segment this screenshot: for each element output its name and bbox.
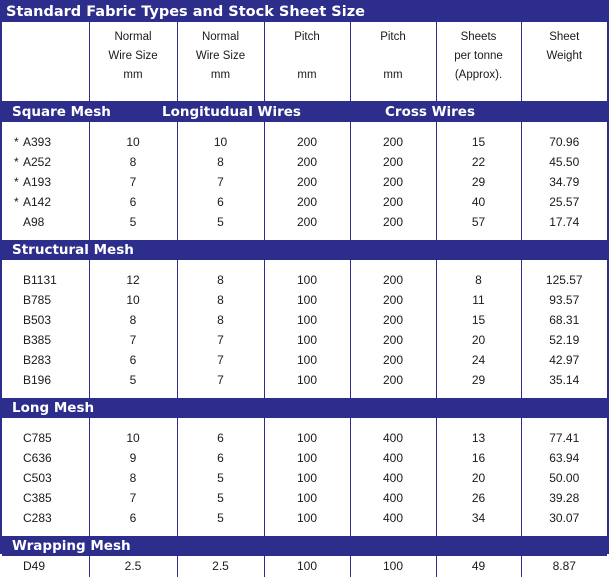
header-cell-wire-size-2: Normal Wire Size mm (177, 22, 264, 102)
mesh-code-cell (2, 468, 89, 488)
mesh-code: C283 (23, 511, 52, 525)
pitch-2-cell: 400 (350, 508, 436, 528)
spacer-cell (2, 528, 89, 536)
spacer-cell (89, 122, 177, 132)
mesh-code-cell (2, 508, 89, 528)
pitch-1-cell: 100 (264, 468, 350, 488)
sheets-per-tonne-cell: 20 (436, 330, 521, 350)
spacer-cell (350, 122, 436, 132)
spacer-cell (177, 528, 264, 536)
spacer-cell (177, 260, 264, 270)
pitch-2-cell: 200 (350, 350, 436, 370)
spacer-cell (264, 232, 350, 240)
pitch-1-cell: 100 (264, 350, 350, 370)
mesh-code-cell (2, 370, 89, 390)
sheet-weight-cell: 45.50 (521, 152, 607, 172)
table-row (2, 152, 607, 172)
normal-wire-size-2-cell: 6 (177, 428, 264, 448)
sheets-per-tonne-cell: 29 (436, 172, 521, 192)
table-row (2, 172, 607, 192)
table-row (2, 448, 607, 468)
sheets-per-tonne-cell: 26 (436, 488, 521, 508)
normal-wire-size-1-cell: 7 (89, 330, 177, 350)
sheets-per-tonne-cell: 49 (436, 556, 521, 577)
asterisk-marker: * (14, 195, 19, 209)
pitch-2-cell: 400 (350, 488, 436, 508)
pitch-1-cell: 100 (264, 310, 350, 330)
spacer-cell (436, 390, 521, 398)
normal-wire-size-2-cell: 6 (177, 192, 264, 212)
sheets-per-tonne-cell: 22 (436, 152, 521, 172)
header-cell-pitch-2: Pitch mm (350, 22, 436, 102)
normal-wire-size-1-cell: 12 (89, 270, 177, 290)
asterisk-marker: * (14, 175, 19, 189)
table-row (2, 192, 607, 212)
spacer-cell (521, 122, 607, 132)
spacer-cell (177, 418, 264, 428)
mesh-code: D49 (23, 559, 46, 573)
section-title (2, 102, 607, 123)
section-title-text: Wrapping Mesh (12, 538, 131, 554)
header-cell-pitch-1: Pitch mm (264, 22, 350, 102)
section-title-text: Long Mesh (12, 400, 95, 416)
sheets-per-tonne-cell: 11 (436, 290, 521, 310)
table-row (2, 370, 607, 390)
normal-wire-size-2-cell: 8 (177, 290, 264, 310)
spacer-row (2, 528, 607, 536)
sheet-weight-cell: 125.57 (521, 270, 607, 290)
mesh-code-cell (2, 132, 89, 152)
pitch-1-cell: 200 (264, 152, 350, 172)
spacer-cell (2, 122, 89, 132)
table-row (2, 310, 607, 330)
mesh-code-cell (2, 350, 89, 370)
sheets-per-tonne-cell: 24 (436, 350, 521, 370)
section-title (2, 536, 607, 556)
normal-wire-size-2-cell: 7 (177, 330, 264, 350)
pitch-2-cell: 200 (350, 212, 436, 232)
section-title (2, 240, 607, 260)
pitch-1-cell: 100 (264, 330, 350, 350)
pitch-2-cell: 100 (350, 556, 436, 577)
pitch-2-cell: 200 (350, 270, 436, 290)
section-title-text: Square Mesh (12, 104, 111, 120)
spacer-cell (264, 418, 350, 428)
table-row (2, 488, 607, 508)
asterisk-marker: * (14, 135, 19, 149)
sheet-weight-cell: 42.97 (521, 350, 607, 370)
mesh-code: A252 (23, 155, 52, 169)
spacer-cell (350, 260, 436, 270)
spacer-cell (521, 260, 607, 270)
section-subtitle-longitudinal: Longitudual Wires (162, 104, 301, 120)
pitch-1-cell: 200 (264, 172, 350, 192)
spacer-row (2, 260, 607, 270)
fabric-types-table (2, 22, 607, 577)
normal-wire-size-1-cell: 6 (89, 192, 177, 212)
mesh-code-cell (2, 556, 89, 577)
mesh-code: B1131 (23, 273, 57, 287)
spacer-cell (350, 232, 436, 240)
normal-wire-size-1-cell: 7 (89, 172, 177, 192)
normal-wire-size-1-cell: 2.5 (89, 556, 177, 577)
pitch-1-cell: 200 (264, 192, 350, 212)
mesh-code: C385 (23, 491, 52, 505)
spacer-cell (436, 122, 521, 132)
pitch-1-cell: 100 (264, 488, 350, 508)
section-subtitle-cross: Cross Wires (385, 104, 475, 120)
sheets-per-tonne-cell: 8 (436, 270, 521, 290)
spacer-cell (89, 390, 177, 398)
pitch-2-cell: 200 (350, 132, 436, 152)
mesh-code: B283 (23, 353, 52, 367)
mesh-code: B385 (23, 333, 52, 347)
asterisk-marker: * (14, 155, 19, 169)
normal-wire-size-2-cell: 7 (177, 370, 264, 390)
mesh-code: A393 (23, 135, 52, 149)
spacer-cell (177, 232, 264, 240)
sheet-weight-cell: 34.79 (521, 172, 607, 192)
mesh-code: C636 (23, 451, 52, 465)
pitch-2-cell: 200 (350, 172, 436, 192)
pitch-1-cell: 100 (264, 508, 350, 528)
pitch-1-cell: 100 (264, 428, 350, 448)
spacer-cell (177, 122, 264, 132)
pitch-2-cell: 200 (350, 330, 436, 350)
spacer-cell (436, 418, 521, 428)
table-row (2, 468, 607, 488)
sheets-per-tonne-cell: 57 (436, 212, 521, 232)
spacer-cell (2, 260, 89, 270)
spacer-cell (521, 232, 607, 240)
sheets-per-tonne-cell: 16 (436, 448, 521, 468)
mesh-code-cell (2, 290, 89, 310)
sheet-weight-cell: 50.00 (521, 468, 607, 488)
normal-wire-size-2-cell: 10 (177, 132, 264, 152)
spacer-cell (89, 260, 177, 270)
spacer-cell (89, 528, 177, 536)
pitch-2-cell: 400 (350, 468, 436, 488)
spacer-cell (177, 390, 264, 398)
spacer-cell (521, 390, 607, 398)
header-cell-code (2, 22, 89, 102)
table-row (2, 132, 607, 152)
spacer-cell (350, 418, 436, 428)
header-cell-wire-size-1: Normal Wire Size mm (89, 22, 177, 102)
pitch-2-cell: 400 (350, 448, 436, 468)
sheet-weight-cell: 52.19 (521, 330, 607, 350)
sheet-weight-cell: 39.28 (521, 488, 607, 508)
sheet-weight-cell: 77.41 (521, 428, 607, 448)
table-row (2, 330, 607, 350)
sheets-per-tonne-cell: 20 (436, 468, 521, 488)
spacer-cell (264, 390, 350, 398)
mesh-code-cell (2, 152, 89, 172)
normal-wire-size-1-cell: 10 (89, 132, 177, 152)
mesh-code-cell (2, 310, 89, 330)
table-row (2, 212, 607, 232)
mesh-code: A98 (23, 215, 45, 229)
sheet-weight-cell: 70.96 (521, 132, 607, 152)
spacer-cell (350, 390, 436, 398)
spacer-cell (436, 260, 521, 270)
pitch-2-cell: 200 (350, 290, 436, 310)
sheets-per-tonne-cell: 40 (436, 192, 521, 212)
mesh-code-cell (2, 270, 89, 290)
pitch-2-cell: 200 (350, 370, 436, 390)
normal-wire-size-2-cell: 8 (177, 270, 264, 290)
section-title-text: Structural Mesh (12, 242, 134, 258)
sheet-weight-cell: 8.87 (521, 556, 607, 577)
spacer-cell (264, 122, 350, 132)
sheet-weight-cell: 17.74 (521, 212, 607, 232)
section-header-structural (2, 240, 607, 260)
mesh-code: A142 (23, 195, 52, 209)
sheet-weight-cell: 35.14 (521, 370, 607, 390)
section-title (2, 398, 607, 418)
sheet-weight-cell: 63.94 (521, 448, 607, 468)
spacer-row (2, 390, 607, 398)
spacer-cell (2, 418, 89, 428)
spacer-cell (350, 528, 436, 536)
spacer-cell (264, 528, 350, 536)
pitch-1-cell: 200 (264, 212, 350, 232)
spacer-cell (89, 232, 177, 240)
mesh-code: B503 (23, 313, 52, 327)
header-cell-sheets-per-tonne: Sheets per tonne (Approx). (436, 22, 521, 102)
mesh-code-cell (2, 488, 89, 508)
spacer-cell (521, 528, 607, 536)
header-row (2, 22, 607, 102)
mesh-code-cell (2, 448, 89, 468)
spacer-cell (436, 528, 521, 536)
sheets-per-tonne-cell: 15 (436, 132, 521, 152)
normal-wire-size-1-cell: 5 (89, 212, 177, 232)
mesh-code: B196 (23, 373, 52, 387)
normal-wire-size-1-cell: 8 (89, 310, 177, 330)
pitch-2-cell: 400 (350, 428, 436, 448)
header-cell-sheet-weight: Sheet Weight (521, 22, 607, 102)
spacer-cell (521, 418, 607, 428)
normal-wire-size-2-cell: 8 (177, 152, 264, 172)
normal-wire-size-2-cell: 8 (177, 310, 264, 330)
normal-wire-size-2-cell: 7 (177, 350, 264, 370)
table-row (2, 556, 607, 577)
spacer-row (2, 418, 607, 428)
mesh-code: C503 (23, 471, 52, 485)
sheets-per-tonne-cell: 15 (436, 310, 521, 330)
pitch-1-cell: 100 (264, 370, 350, 390)
normal-wire-size-2-cell: 6 (177, 448, 264, 468)
table-row (2, 270, 607, 290)
table-row (2, 290, 607, 310)
mesh-code: A193 (23, 175, 52, 189)
section-header-square (2, 102, 607, 123)
normal-wire-size-1-cell: 9 (89, 448, 177, 468)
normal-wire-size-1-cell: 8 (89, 152, 177, 172)
mesh-code-cell (2, 330, 89, 350)
table-title: Standard Fabric Types and Stock Sheet Size (2, 2, 607, 22)
normal-wire-size-2-cell: 7 (177, 172, 264, 192)
normal-wire-size-1-cell: 10 (89, 290, 177, 310)
mesh-code: C785 (23, 431, 52, 445)
table-row (2, 428, 607, 448)
normal-wire-size-1-cell: 8 (89, 468, 177, 488)
table-row (2, 350, 607, 370)
spacer-cell (2, 232, 89, 240)
section-header-long (2, 398, 607, 418)
pitch-1-cell: 200 (264, 132, 350, 152)
pitch-1-cell: 100 (264, 290, 350, 310)
normal-wire-size-1-cell: 5 (89, 370, 177, 390)
sheets-per-tonne-cell: 29 (436, 370, 521, 390)
spacer-cell (264, 260, 350, 270)
normal-wire-size-2-cell: 5 (177, 212, 264, 232)
normal-wire-size-2-cell: 5 (177, 508, 264, 528)
sheet-weight-cell: 93.57 (521, 290, 607, 310)
section-header-wrapping (2, 536, 607, 556)
normal-wire-size-1-cell: 6 (89, 350, 177, 370)
pitch-1-cell: 100 (264, 270, 350, 290)
spacer-cell (2, 390, 89, 398)
mesh-code-cell (2, 192, 89, 212)
normal-wire-size-2-cell: 5 (177, 468, 264, 488)
normal-wire-size-2-cell: 5 (177, 488, 264, 508)
normal-wire-size-2-cell: 2.5 (177, 556, 264, 577)
normal-wire-size-1-cell: 6 (89, 508, 177, 528)
mesh-code-cell (2, 428, 89, 448)
sheet-weight-cell: 30.07 (521, 508, 607, 528)
spacer-cell (436, 232, 521, 240)
sheets-per-tonne-cell: 34 (436, 508, 521, 528)
pitch-2-cell: 200 (350, 152, 436, 172)
spacer-row (2, 232, 607, 240)
pitch-1-cell: 100 (264, 556, 350, 577)
spacer-row (2, 122, 607, 132)
sheets-per-tonne-cell: 13 (436, 428, 521, 448)
mesh-code-cell (2, 212, 89, 232)
normal-wire-size-1-cell: 10 (89, 428, 177, 448)
pitch-2-cell: 200 (350, 310, 436, 330)
normal-wire-size-1-cell: 7 (89, 488, 177, 508)
pitch-1-cell: 100 (264, 448, 350, 468)
pitch-2-cell: 200 (350, 192, 436, 212)
sheet-weight-cell: 68.31 (521, 310, 607, 330)
mesh-code: B785 (23, 293, 52, 307)
table-row (2, 508, 607, 528)
spacer-cell (89, 418, 177, 428)
mesh-code-cell (2, 172, 89, 192)
sheet-weight-cell: 25.57 (521, 192, 607, 212)
